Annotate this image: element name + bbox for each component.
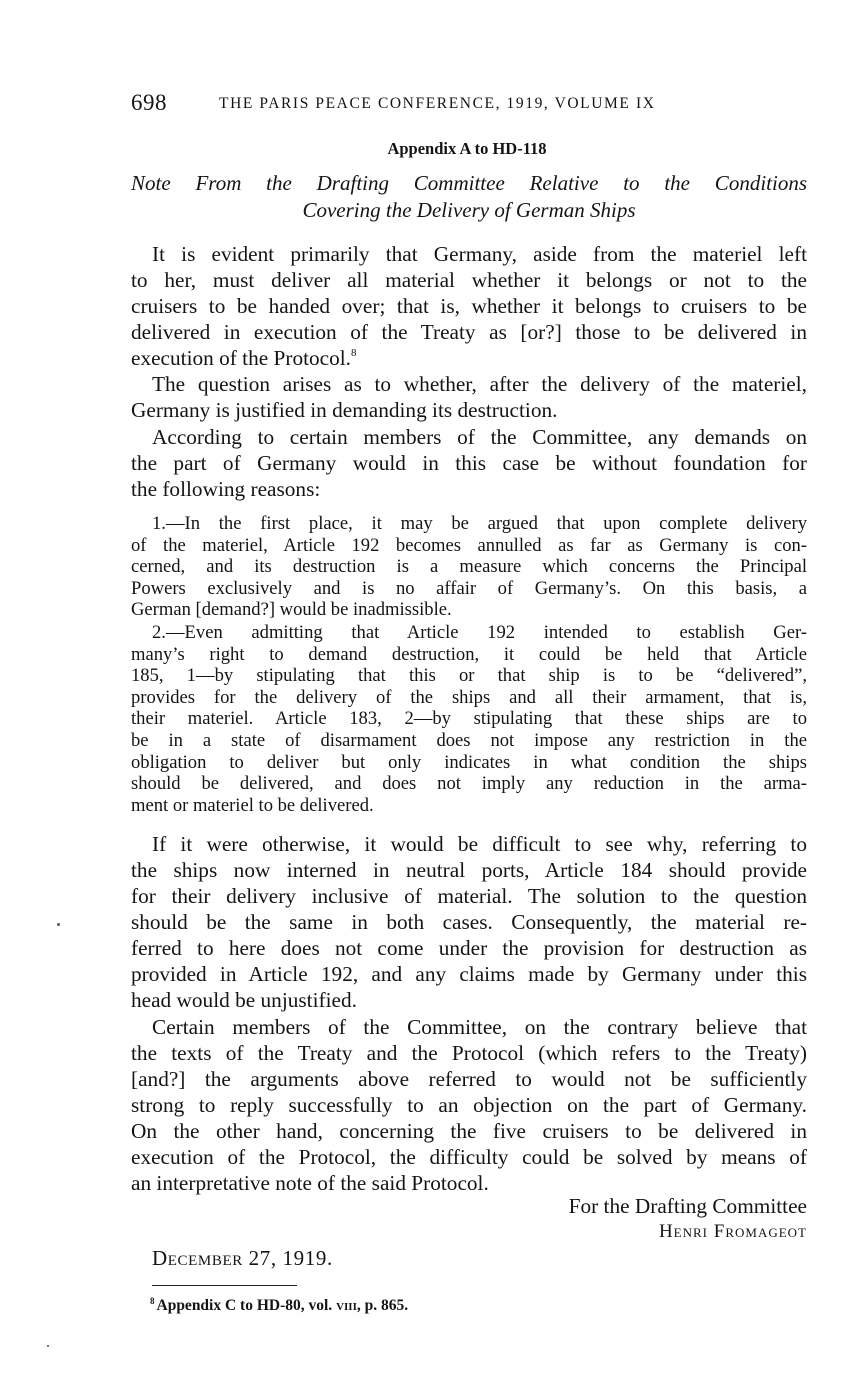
text-line: Germany is justified in demanding its destruction. (131, 398, 558, 422)
scan-speck (47, 1345, 49, 1347)
text-line: 185, 1—by stipulating that this or that ship is to be “delivered”, (131, 665, 807, 687)
text-line: should be delivered, and does not imply any reduction in the arma- (131, 773, 807, 795)
text-line: 2.—Even admitting that Article 192 intended to establish Ger- (152, 622, 807, 643)
running-title: THE PARIS PEACE CONFERENCE, 1919, VOLUME IX (219, 95, 656, 112)
text-line: be in a state of disarmament does not impose any restriction in the (131, 729, 807, 751)
text-line: cerned, and its destruction is a measure which concerns the Principal (131, 556, 807, 578)
text-line: to her, must deliver all material whether it belongs or not to the (131, 268, 807, 292)
numbered-item-1 (131, 513, 807, 621)
text-line: Certain members of the Committee, on the contrary believe that (152, 1015, 807, 1039)
text-line: execution of the Protocol, the difficulty could be solved by means of (131, 1145, 807, 1169)
text-line: cruisers to be handed over; that is, whether it belongs to cruisers to be (131, 294, 807, 318)
text-line (131, 345, 807, 371)
text-line: 1.—In the first place, it may be argued that upon complete delivery (152, 513, 807, 534)
text-line: an interpretative note of the said Protocol. (131, 1171, 489, 1195)
document-date: December 27, 1919. (152, 1246, 333, 1270)
text-line: It is evident primarily that Germany, aside from the materiel left (152, 242, 807, 266)
footnote-marker: 8 (150, 1296, 155, 1306)
text-line: strong to reply successfully to an objection on the part of Germany. (131, 1093, 807, 1117)
text-line: Powers exclusively and is no affair of Germany’s. On this basis, a (131, 577, 807, 599)
paragraph-2 (131, 371, 807, 423)
text-line: provides for the delivery of the ships and all their armament, that is, (131, 686, 807, 708)
signature-line: For the Drafting Committee (568, 1194, 807, 1218)
text-line: for their delivery inclusive of material. The solution to the question (131, 884, 807, 908)
footnote-page: , p. 865. (356, 1297, 409, 1314)
text-line: obligation to deliver but only indicates in what condition the ships (131, 751, 807, 773)
paragraph-1 (131, 241, 807, 371)
text-line: delivered in execution of the Treaty as [or?] those to be delivered in (131, 320, 807, 344)
text-line: the ships now interned in neutral ports, Article 184 should provide (131, 858, 807, 882)
text-line: According to certain members of the Committee, any demands on (152, 425, 807, 449)
scan-speck (57, 923, 60, 926)
paragraph-4 (131, 831, 807, 1013)
text-line: [and?] the arguments above referred to would not be sufficiently (131, 1067, 807, 1091)
note-title-line-2: Covering the Delivery of German Ships (302, 198, 636, 222)
text-line: provided in Article 192, and any claims made by Germany under this (131, 962, 807, 986)
note-title (131, 170, 807, 224)
text-line: The question arises as to whether, after the delivery of the materiel, (152, 372, 807, 396)
text-line: head would be unjustified. (131, 988, 357, 1012)
text-line: many’s right to demand destruction, it could be held that Article (131, 643, 807, 665)
text-line: should be the same in both cases. Consequently, the material re- (131, 910, 807, 934)
text-line: their materiel. Article 183, 2—by stipulating that these ships are to (131, 708, 807, 730)
text-fragment: execution of the Protocol. (131, 346, 352, 370)
text-line: On the other hand, concerning the five cruisers to be delivered in (131, 1119, 807, 1143)
paragraph-3 (131, 424, 807, 502)
footnote-text: Appendix C to HD-80, vol. (156, 1297, 337, 1314)
appendix-heading: Appendix A to HD-118 (387, 139, 547, 158)
text-line: the texts of the Treaty and the Protocol (which refers to the Treaty) (131, 1041, 807, 1065)
text-line: ferred to here does not come under the provision for destruction as (131, 936, 807, 960)
running-head (131, 90, 807, 120)
text-line: ment or materiel to be delivered. (131, 794, 374, 816)
footnote-rule (152, 1285, 297, 1286)
footnote-volume: viii (336, 1297, 357, 1314)
text-line: German [demand?] would be inadmissible. (131, 599, 452, 621)
text-line: the following reasons: (131, 477, 321, 501)
text-line: If it were otherwise, it would be difficult to see why, referring to (152, 832, 807, 856)
text-line: the part of Germany would in this case be without foundation for (131, 451, 807, 475)
text-line: of the materiel, Article 192 becomes annulled as far as Germany is con- (131, 534, 807, 556)
signatory-name: Henri Fromageot (658, 1221, 807, 1242)
footnote (150, 1297, 408, 1315)
numbered-item-2 (131, 622, 807, 816)
paragraph-5 (131, 1014, 807, 1196)
signature-block (569, 1193, 807, 1245)
page-number: 698 (131, 90, 167, 115)
footnote-reference: 8 (351, 347, 357, 359)
note-title-line-1: Note From the Drafting Committee Relative to the Conditions (131, 171, 807, 195)
